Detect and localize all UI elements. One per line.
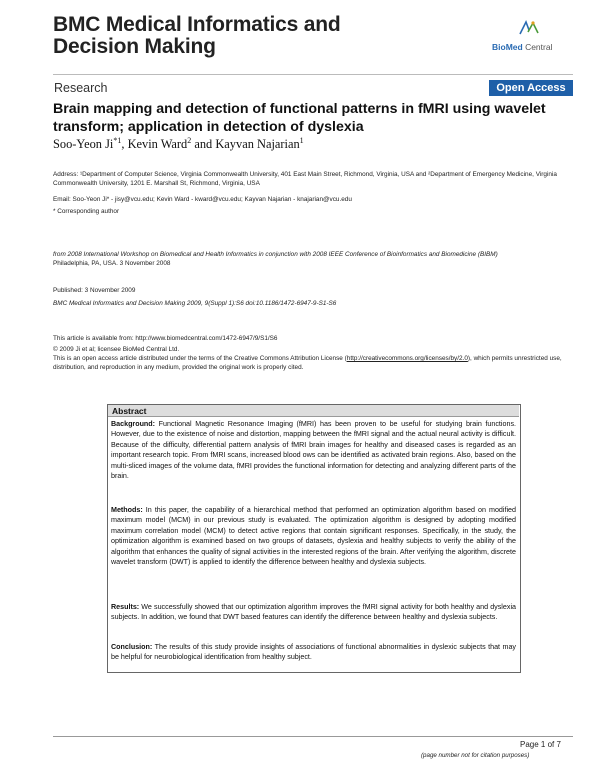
availability-link[interactable]: This article is available from: http://www.biomedcentral.com/1472-6947/9/S1/S6: [53, 335, 278, 342]
abstract-heading: Abstract: [108, 405, 519, 417]
methods-text: In this paper, the capability of a hierarchical method that performed an optimization algorithm based on modified maximum model (MCM) in our previous study is evaluated. The optimization algorithm is designed by adopting modified maximum correlation model (MCM) to detect active regions that contain significant responses. Specifically, in the study, the optimization algorithm is examined based on two groups of datasets, dyslexia and healthy subjects to verify the ability of the algorithm that enhances the quality of signal activities in the interested regions of the brain. After verifying the algorithm, discrete wavelet transform (DWT) is applied to identify the difference between healthy and dyslexia subjects.: [111, 506, 516, 567]
author-separator: and: [191, 137, 216, 152]
biomed-central-logo: [492, 18, 572, 58]
journal-title-line2: Decision Making: [53, 35, 216, 58]
open-access-badge: Open Access: [489, 80, 573, 96]
author-emails: Email: Soo-Yeon Ji* - jisy@vcu.edu; Kevin Ward - kward@vcu.edu; Kayvan Najarian - knajarian@vcu.edu: [53, 196, 352, 203]
author-list: [53, 136, 304, 152]
footer-divider: [53, 736, 573, 737]
section-label: Research: [54, 81, 108, 95]
abstract-background: [111, 419, 516, 481]
conference-source: [53, 250, 573, 268]
methods-label: Methods:: [111, 506, 143, 514]
journal-title: [53, 14, 340, 58]
journal-title-line1: BMC Medical Informatics and: [53, 13, 341, 36]
abstract-conclusion: [111, 642, 516, 663]
copyright-line: © 2009 Ji et al; licensee BioMed Central Ltd.: [53, 346, 180, 353]
published-date: Published: 3 November 2009: [53, 287, 136, 294]
conference-place-date: Philadelphia, PA, USA. 3 November 2008: [53, 260, 171, 267]
results-label: Results:: [111, 603, 140, 611]
author-2-affiliation: 2: [187, 136, 192, 145]
header-divider: [53, 74, 573, 75]
license-suffix: ), which permits unrestricted use, distribution, and reproduction in any medium, provided the original work is properly cited.: [53, 355, 562, 371]
logo-wordmark: [492, 42, 552, 52]
author-3-affiliation: 1: [299, 136, 304, 145]
author-separator: ,: [121, 137, 128, 152]
article-title: Brain mapping and detection of functional patterns in fMRI using wavelet transform; application in detection of dyslexia: [53, 101, 546, 135]
license-url-link[interactable]: http://creativecommons.org/licenses/by/2.0: [346, 355, 468, 362]
corresponding-author-note: * Corresponding author: [53, 208, 120, 215]
background-text: Functional Magnetic Resonance Imaging (fMRI) has been proven to be useful for studying brain functions. However, due to the existence of noise and distortion, mapping between the fMRI signal and the actual neural activity is difficult. Because of the difficulty, differential pattern analysis of fMRI brain images for healthy and diseased cases is regarded as an important research topic. From fMRI scans, increased blood ows can be identified as activated brain regions. Also, based on the multi-sliced images of the volume data, fMRI provides the functional information for detecting and analyzing different parts of the brain.: [111, 420, 516, 481]
conference-name: from 2008 International Workshop on Biomedical and Health Informatics in conjunction with 2008 IEEE Conference of Bioinformatics and Biomedicine (BIBM): [53, 251, 498, 258]
citation-line: BMC Medical Informatics and Decision Making 2009, 9(Suppl 1):S6 doi:10.1186/1472-6947-9-S1-S6: [53, 300, 337, 307]
author-3: Kayvan Najarian: [215, 137, 300, 152]
biomed-logo-icon: [518, 18, 540, 38]
author-1-affiliation: *1: [113, 136, 122, 145]
conclusion-label: Conclusion:: [111, 643, 153, 651]
author-1: Soo-Yeon Ji: [53, 137, 114, 152]
logo-central: Central: [522, 42, 553, 52]
author-2: Kevin Ward: [127, 137, 188, 152]
license-text: [53, 354, 573, 372]
page-number-note: (page number not for citation purposes): [421, 752, 530, 759]
page-number: Page 1 of 7: [520, 740, 561, 749]
logo-bio: BioMed: [492, 42, 523, 52]
results-text: We successfully showed that our optimization algorithm improves the fMRI signal activity for both healthy and dyslexia subjects. In addition, we found that DWT based features can identify the difference between healthy and dyslexia subjects.: [111, 603, 516, 622]
abstract-results: [111, 602, 516, 623]
conclusion-text: The results of this study provide insights of associations of functional abnormalities in dyslexic subjects that may be helpful for neurobiological identification from healthy subject.: [111, 643, 516, 662]
affiliation-address: Address: ¹Department of Computer Science, Virginia Commonwealth University, 401 East Main Street, Richmond, Virginia, USA and ²Department of Emergency Medicine, Virginia Commonwealth University, 1201 E. Marshall St, Richmond, Virginia, USA: [53, 171, 557, 187]
background-label: Background:: [111, 420, 156, 428]
abstract-methods: [111, 505, 516, 567]
license-prefix: This is an open access article distributed under the terms of the Creative Commons Attribution License (: [53, 355, 347, 362]
